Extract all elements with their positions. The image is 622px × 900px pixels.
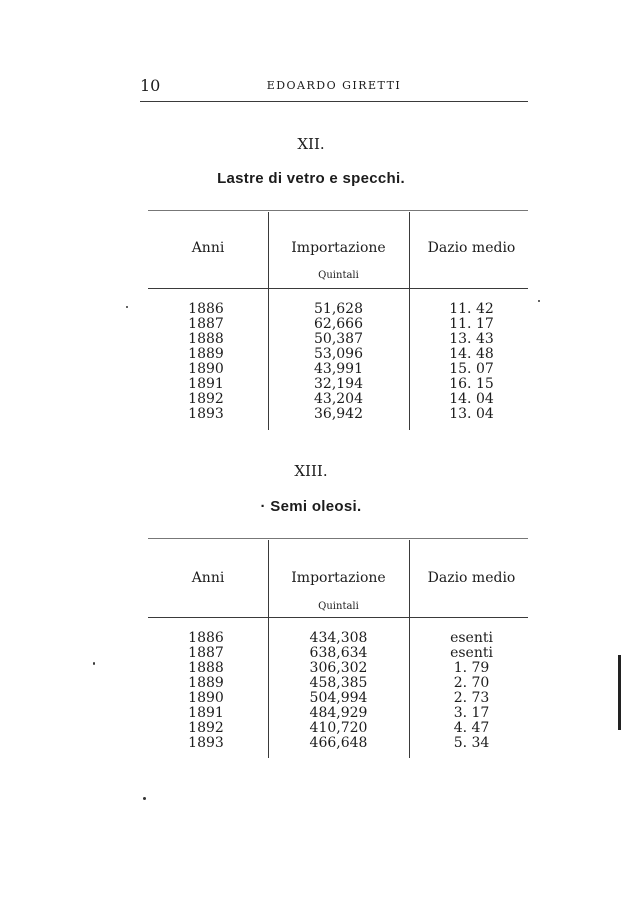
column-duty [409,631,534,751]
column-unit-imports: Quintali [318,601,359,612]
table-cell: 1893 [188,406,224,422]
column-header-imports: Importazione [291,570,386,586]
table-cell: 504,994 [309,690,368,706]
table-cell: esenti [450,630,493,646]
table-cell: 62,666 [314,316,363,332]
scan-edge-mark [618,655,621,730]
table-cell: 1889 [188,675,224,691]
column-years [148,302,264,422]
table-cell: esenti [450,645,493,661]
table-cell: 1886 [188,630,224,646]
table-cell: 51,628 [314,301,363,317]
column-header-duty: Dazio medio [427,240,516,256]
table-cell: 36,942 [314,406,363,422]
scan-speck [143,797,146,800]
table-cell: 2. 70 [453,675,490,691]
section-title: Lastre di vetro e specchi. [217,170,405,187]
column-header-years: Anni [191,240,225,256]
table-cell: 466,648 [309,735,368,751]
table-cell: 43,204 [314,391,363,407]
table-cell: 1887 [188,316,224,332]
table-cell: 1892 [188,391,224,407]
table-cell: 53,096 [314,346,363,362]
table-cell: 1887 [188,645,224,661]
section-title: · Semi oleosi. [260,498,362,515]
table-cell: 1888 [188,660,224,676]
column-imports [268,631,409,751]
section-number: XIII. [294,462,328,480]
scan-speck [126,306,128,308]
header-rule [140,101,528,102]
page-header [140,76,528,96]
table-cell: 410,720 [309,720,368,736]
table-cell: 638,634 [309,645,368,661]
table-cell: 4. 47 [453,720,490,736]
section-number: XII. [297,135,325,153]
table-cell: 2. 73 [453,690,490,706]
table-cell: 1893 [188,735,224,751]
table-cell: 16. 15 [449,376,494,392]
table-cell: 1891 [188,376,224,392]
table-cell: 15. 07 [449,361,494,377]
table-cell: 306,302 [309,660,368,676]
table-cell: 3. 17 [453,705,490,721]
column-years [148,631,264,751]
table-cell: 1892 [188,720,224,736]
table-cell: 458,385 [309,675,368,691]
page-number: 10 [140,76,161,95]
table-top-rule [148,210,528,211]
table-cell: 1889 [188,346,224,362]
column-duty [409,302,534,422]
table-cell: 5. 34 [453,735,490,751]
table-cell: 434,308 [309,630,368,646]
column-header-duty: Dazio medio [427,570,516,586]
table-header-rule [148,617,528,618]
table-header-rule [148,288,528,289]
table-cell: 1. 79 [453,660,490,676]
column-header-imports: Importazione [291,240,386,256]
scan-speck [538,300,540,302]
running-title: EDOARDO GIRETTI [266,79,402,92]
table-cell: 1886 [188,301,224,317]
table-cell: 14. 48 [449,346,494,362]
table-cell: 13. 04 [449,406,494,422]
table-cell: 13. 43 [449,331,494,347]
table-cell: 1888 [188,331,224,347]
table-cell: 1890 [188,690,224,706]
table-cell: 11. 42 [449,301,494,317]
table-cell: 14. 04 [449,391,494,407]
table-cell: 50,387 [314,331,363,347]
table-cell: 11. 17 [449,316,494,332]
table-cell: 1891 [188,705,224,721]
table-cell: 1890 [188,361,224,377]
table-cell: 32,194 [314,376,363,392]
column-unit-imports: Quintali [318,270,359,281]
column-imports [268,302,409,422]
table-cell: 484,929 [309,705,368,721]
table-cell: 43,991 [314,361,363,377]
scan-speck [93,662,95,665]
table-top-rule [148,538,528,539]
column-header-years: Anni [191,570,225,586]
